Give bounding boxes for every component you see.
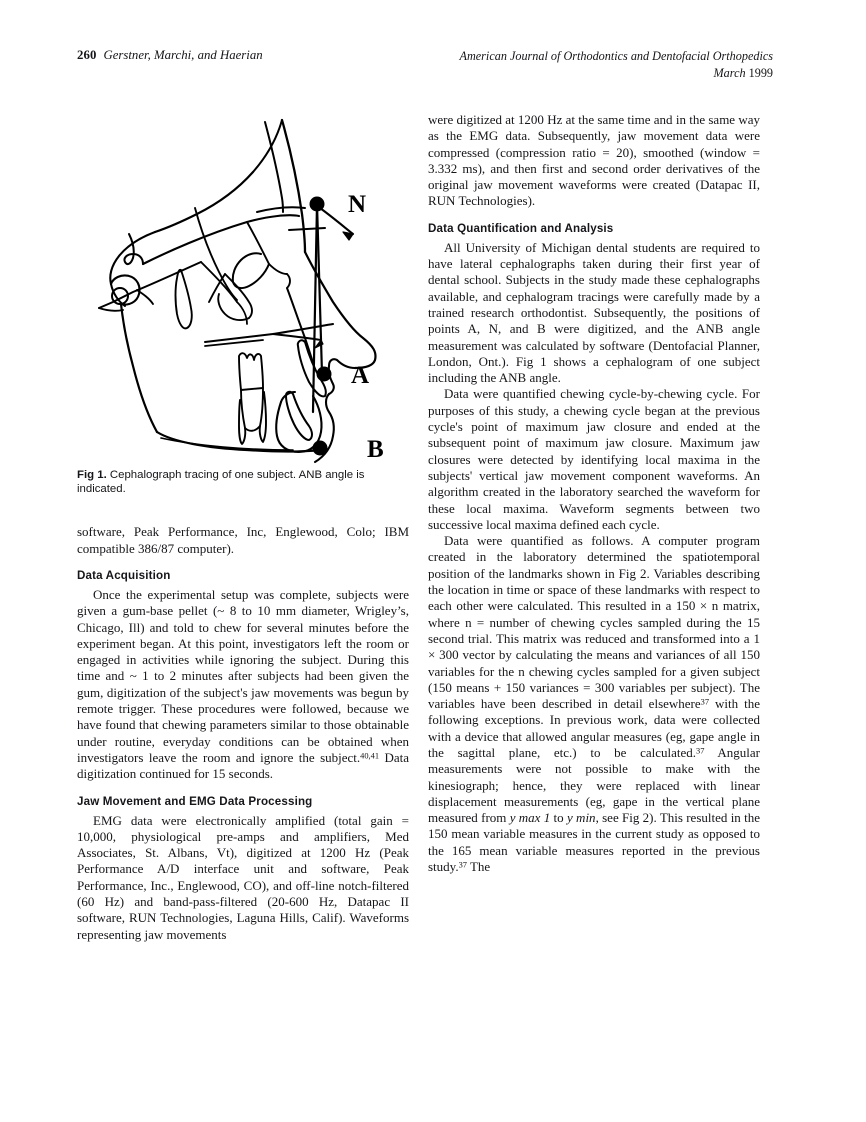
paragraph-data-acquisition-body: Once the experimental setup was complete, subjects were given a gum-base pellet (~ 8 to 10 mm diameter, Wrigley’s, Chicago, Ill) and told to chew for several minutes before the experiment began. At this point, investigators left the room or engaged in activities while ignoring the subject. During this time and ~ 1 to 2 minutes after subjects had been given the gum, digitization of the subject's jaw movements was begun by remote trigger. These procedures were followed, because we have found that chewing parameters similar to those obtainable under routine, everyday conditions can be obtained when investigators leave the room and ignore the subject. <box>77 587 409 765</box>
heading-data-quantification: Data Quantification and Analysis <box>428 221 614 235</box>
reference-marker-40-41: 40,41 <box>360 751 380 761</box>
paragraph-quantification-3-e: , see Fig 2). This resulted in the 150 mean variable measures in the current study as opposed to the 165 mean variable measures reported in the previous study. <box>428 810 760 875</box>
paragraph-quantification-3-c: Angular measurements were not possible to make with the kinesiograph; hence, they were replaced with linear displacement measurements (eg, gape in the vertical plane measured from <box>428 744 760 826</box>
paragraph-processing-continued: were digitized at 1200 Hz at the same time and in the same way as the EMG data. Subsequently, jaw movement data were compressed (compression ratio = 20), smoothed (window = 3.332 ms), and then first and second order derivatives of the original jaw movement waveforms were created (Datapac II, RUN Technologies). <box>428 112 760 209</box>
figure-spacer <box>77 502 409 524</box>
reference-marker-37-a: 37 <box>700 697 710 707</box>
figure-caption-label: Fig 1. <box>77 469 107 481</box>
running-head <box>77 48 773 92</box>
running-head-left <box>77 48 263 63</box>
issue-month: March <box>713 66 746 80</box>
reference-marker-37-b: 37 <box>696 746 705 756</box>
figure-1 <box>77 112 409 496</box>
landmark-dot-b <box>313 441 328 456</box>
landmark-dot-a <box>317 367 332 382</box>
variable-y-max-1: y max 1 <box>509 810 551 826</box>
journal-title: American Journal of Orthodontics and Dentofacial Orthopedics <box>459 49 773 63</box>
paragraph-software-continued: software, Peak Performance, Inc, Englewood, Colo; IBM compatible 386/87 computer). <box>77 524 409 556</box>
paragraph-quantification-2: Data were quantified chewing cycle-by-chewing cycle. For purposes of this study, a chewing cycle began at the previous cycle's point of maximum jaw closure and ended at the subsequent point of maximum jaw closure. Maximum jaw closures were detected by identifying local maxima in the subjects' vertical jaw movement component waveforms. An algorithm created in the laboratory searched the waveform for these local maxima. Waveform segments between two successive local maxima defined each cycle. <box>428 386 760 532</box>
right-column <box>428 112 760 875</box>
paragraph-quantification-3-f: The <box>466 859 491 875</box>
landmark-dot-nasion <box>310 197 325 212</box>
landmark-label-n: N <box>348 191 367 218</box>
paragraph-quantification-3-b: with the following exceptions. In previous work, data were collected with a device that allowed angular measures (eg, gape angle in the sagittal plane, etc.) to be calculated. <box>428 696 760 760</box>
paragraph-quantification-3-a: Data were quantified as follows. A computer program created in the laboratory determined the spatiotemporal position of the landmarks shown in Fig 2. Variables describing the location in time or space of these landmarks with respect to each other were calculated. This resulted in a 150 × n matrix, where n = number of chewing cycles sampled during the 15 second trial. This matrix was reduced and transformed into a 1 × 300 vector by calculating the means and variances of all 150 variables for the n chewing cycles sampled for a given subject (150 means + 150 variances = 300 variables per subject). The variables have been described in detail elsewhere <box>428 533 760 712</box>
page-number: 260 <box>77 48 97 62</box>
heading-jaw-movement-emg: Jaw Movement and EMG Data Processing <box>77 794 313 808</box>
left-column <box>77 112 409 943</box>
running-head-authors: Gerstner, Marchi, and Haerian <box>103 48 263 62</box>
running-head-right <box>460 48 773 82</box>
variable-y-min: y min <box>566 810 596 826</box>
figure-caption-text: Cephalograph tracing of one subject. ANB angle is indicated. <box>77 469 365 496</box>
landmark-label-b: B <box>367 436 384 463</box>
paragraph-data-acquisition-tail: Data digitization continued for 15 seconds. <box>77 749 409 782</box>
cephalograph-tracing <box>77 112 409 464</box>
issue-date <box>460 65 773 82</box>
paragraph-data-acquisition <box>77 587 409 783</box>
paragraph-quantification-3 <box>428 533 760 875</box>
issue-year: 1999 <box>748 66 773 80</box>
reference-marker-37-c: 37 <box>458 860 467 870</box>
figure-caption <box>77 468 409 496</box>
paragraph-emg-processing: EMG data were electronically amplified (total gain = 10,000, physiological pre-amps and amplifiers, Med Associates, St. Albans, Vt), digitized at 1200 Hz (Peak Performance A/D interface unit and software, Peak Performance, Inc., Englewood, CO), and off-line notch-filtered (60 Hz) and band-pass-filtered (20-600 Hz, Datapac II software, RUN Technologies, Laguna Hills, Calif). Waveforms representing jaw movements <box>77 812 409 942</box>
paragraph-quantification-3-d: to <box>550 810 567 826</box>
heading-data-acquisition: Data Acquisition <box>77 569 171 582</box>
paragraph-quantification-1: All University of Michigan dental students are required to have lateral cephalographs taken during their first year of dental school. Subjects in the study made these cephalographs available, and cephalogram tracings were carefully made by a trained research orthodontist. Subsequently, the positions of points A, N, and B were digitized, and the ANB angle measurement was calculated by software (Dentofacial Planner, London, Ont.). Fig 1 shows a cephalogram of one subject including the ANB angle. <box>428 239 760 386</box>
landmark-label-a: A <box>351 362 370 389</box>
